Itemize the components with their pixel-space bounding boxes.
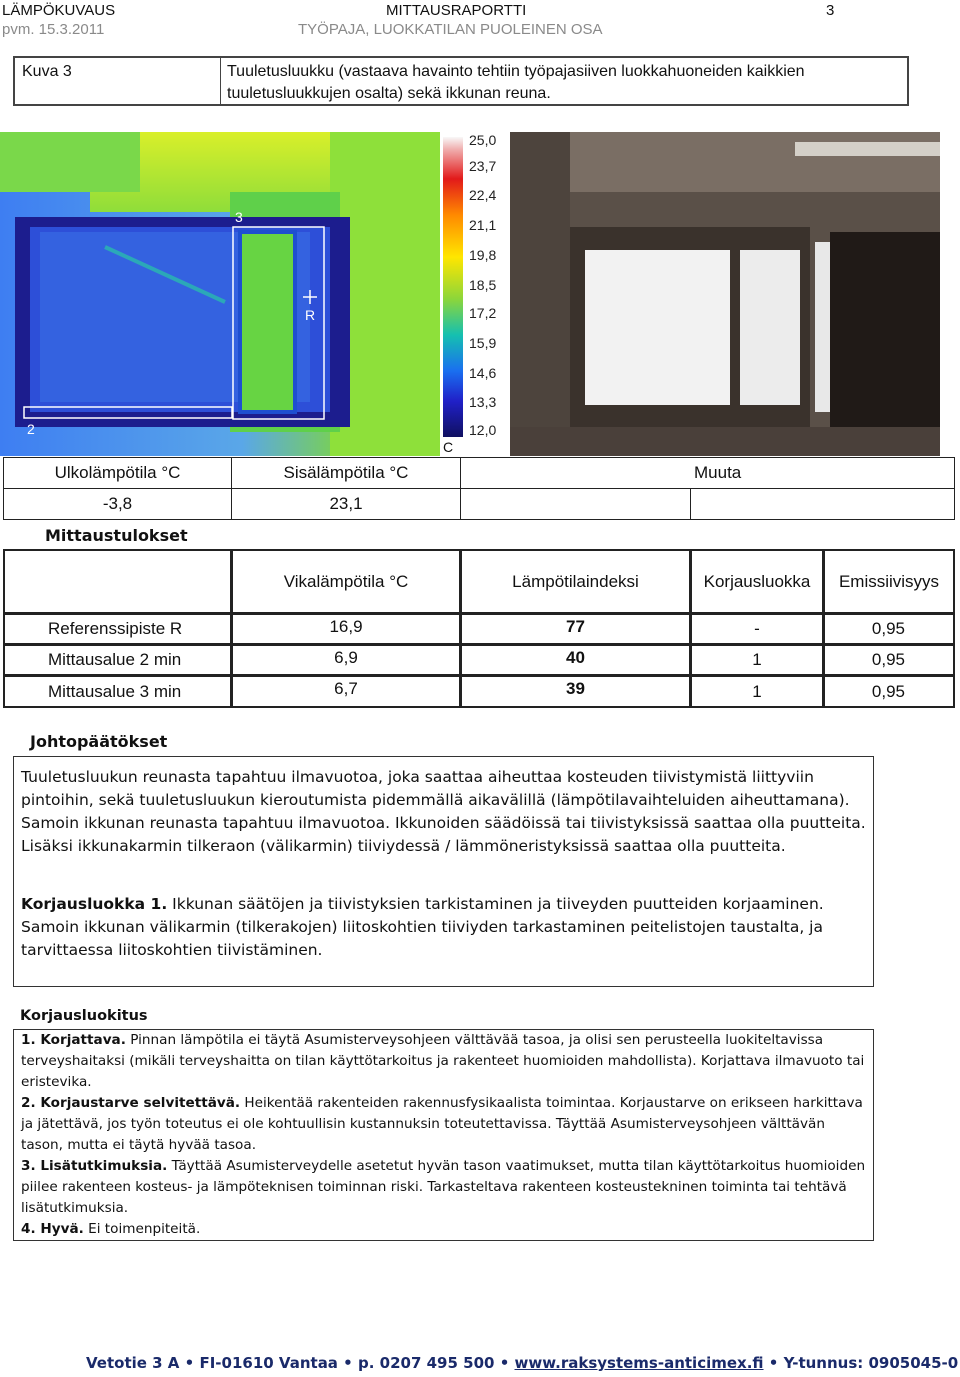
area-2-label: 2 <box>27 421 35 437</box>
scale-label: 18,5 <box>467 277 507 293</box>
conclusions-title: Johtopäätökset <box>30 732 168 751</box>
scale-label: 13,3 <box>467 394 507 410</box>
report-location: TYÖPAJA, LUOKKATILAN PUOLEINEN OSA <box>298 21 603 38</box>
thermal-image <box>0 132 440 456</box>
row-index: 40 <box>460 644 691 676</box>
caption-label: Kuva 3 <box>22 63 72 80</box>
row-emissivity: 0,95 <box>823 644 955 676</box>
outdoor-temp-value: -3,8 <box>3 488 232 520</box>
other-value <box>460 488 691 520</box>
class-item-4 <box>21 1219 871 1240</box>
row-name: Mittausalue 2 min <box>3 644 232 676</box>
scale-label: 17,2 <box>467 305 507 321</box>
results-title: Mittaustulokset <box>45 526 188 545</box>
scale-label: 19,8 <box>467 247 507 263</box>
scale-label: 12,0 <box>467 422 507 438</box>
row-name: Mittausalue 3 min <box>3 675 232 708</box>
page-number: 3 <box>826 2 835 19</box>
row-temp: 16,9 <box>231 613 461 645</box>
row-temp: 6,9 <box>231 644 461 676</box>
scale-label: 25,0 <box>467 132 507 148</box>
indoor-temp-value: 23,1 <box>231 488 461 520</box>
column-header: Lämpötilaindeksi <box>460 549 691 614</box>
scale-label: 15,9 <box>467 335 507 351</box>
scale-unit: C <box>443 439 454 455</box>
other-label-cell <box>460 457 955 489</box>
conclusions-recommendation <box>21 893 871 962</box>
footer-address: Vetotie 3 A <box>86 1354 180 1372</box>
conclusions-box <box>13 756 874 987</box>
caption-box <box>13 56 909 106</box>
scale-label: 22,4 <box>467 187 507 203</box>
scale-label: 14,6 <box>467 365 507 381</box>
class-item-3-text: Täyttää Asumisterveydelle asetetut hyvän tason vaatimukset, mutta tilan käyttötarkoitus huomioiden piilee rakenteen kosteus- ja lämpöteknisen toiminnan riski. Tarkasteltava rakenteen kosteustekninen toiminta tai tehtävä lisätutkimuksia. <box>21 1158 866 1216</box>
class-item-1-text: Pinnan lämpötila ei täytä Asumisterveysohjeen välttävää tasoa, ja olisi sen perusteella luokiteltavissa terveyshaitaksi (mikäli terveyshaitta on tilan käyttötarkoitus ja rakenteet huomioiden mahdollista). Korjattava ilmavuoto tai eristevika. <box>21 1032 865 1090</box>
report-date: pvm. 15.3.2011 <box>2 21 105 38</box>
row-class: 1 <box>690 644 824 676</box>
class-item-4-title: 4. Hyvä. <box>21 1221 84 1237</box>
scale-bar <box>443 137 463 437</box>
report-type: LÄMPÖKUVAUS <box>2 2 116 19</box>
row-class: 1 <box>690 675 824 708</box>
recommendation-text: Ikkunan säätöjen ja tiivistyksien tarkistaminen ja tiiveyden puutteiden korjaaminen. Samoin ikkunan välikarmin (tilkerakojen) liitoskohtien tiiviyden tarkastaminen peitelistojen taustalta, ja tarvittaessa liitoskohtien tiivistäminen. <box>21 895 824 959</box>
row-temp: 6,7 <box>231 675 461 708</box>
class-item-4-text: Ei toimenpiteitä. <box>83 1221 201 1237</box>
footer-business-id: Y-tunnus: 0905045-0 <box>783 1354 959 1372</box>
results-corner <box>3 549 232 614</box>
report-title: MITTAUSRAPORTTI <box>386 2 527 19</box>
row-emissivity: 0,95 <box>823 613 955 645</box>
other-label: Muuta <box>694 463 742 482</box>
conclusions-text: Tuuletusluukun reunasta tapahtuu ilmavuotoa, joka saattaa aiheuttaa kosteuden tiivistymistä liittyviin pintoihin, sekä tuuletusluukun kieroutumista pidemmällä aikavälillä (lämpötilavaihteluiden aiheuttamana). Samoin ikkunan reunasta tapahtuu ilmavuotoa. Ikkunoiden säädöissä tai tiivistyksissä saattaa olla puutteita. Lisäksi ikkunakarmin tilkeraon (välikarmin) tiiviydessä / lämmöneristyksissä saattaa olla puutteita. <box>21 768 866 855</box>
column-header: Emissiivisyys <box>823 549 955 614</box>
reference-point-label: R <box>305 307 316 323</box>
caption-text: Tuuletusluukku (vastaava havainto tehtiin työpajasiiven luokkahuoneiden kaikkien tuuletusluukkujen osalta) sekä ikkunan reuna. <box>227 63 805 102</box>
row-index: 77 <box>460 613 691 645</box>
class-item-3-title: 3. Lisätutkimuksia. <box>21 1158 168 1174</box>
class-item-3 <box>21 1156 871 1219</box>
row-name: Referenssipiste R <box>3 613 232 645</box>
outdoor-temp-label: Ulkolämpötila °C <box>3 457 232 489</box>
footer-website-link[interactable]: www.raksystems-anticimex.fi <box>514 1354 764 1372</box>
footer-phone: p. 0207 495 500 <box>357 1354 495 1372</box>
row-index: 39 <box>460 675 691 708</box>
class-item-1-title: 1. Korjattava. <box>21 1032 126 1048</box>
class-item-1 <box>21 1030 871 1093</box>
class-item-2-title: 2. Korjaustarve selvitettävä. <box>21 1095 241 1111</box>
scale-label: 21,1 <box>467 217 507 233</box>
indoor-temp-label: Sisälämpötila °C <box>231 457 461 489</box>
class-item-2-text: Heikentää rakenteiden rakennusfysikaalista toimintaa. Korjaustarve on erikseen harkittava ja jätettävä, jos työn toteutus ei ole kohtuullisin kustannuksin toteutettavissa. Täyttää Asumisterveysohjeen välttävän tason, mutta ei täytä hyvää tasoa. <box>21 1095 863 1153</box>
classes-box <box>13 1029 874 1241</box>
row-class: - <box>690 613 824 645</box>
column-header: Korjausluokka <box>690 549 824 614</box>
class-item-2 <box>21 1093 871 1156</box>
other-value-extra <box>690 488 955 520</box>
footer: Vetotie 3 A • FI-01610 Vantaa • p. 0207 495 500 • www.raksystems-anticimex.fi • Y-tunnus: 0905045-0 <box>86 1354 959 1372</box>
footer-city: FI-01610 Vantaa <box>199 1354 338 1372</box>
recommendation-class: Korjausluokka 1. <box>21 895 168 913</box>
column-header: Vikalämpötila °C <box>231 549 461 614</box>
classes-title: Korjausluokitus <box>20 1008 148 1024</box>
visual-photo <box>510 132 940 456</box>
row-emissivity: 0,95 <box>823 675 955 708</box>
area-3-label: 3 <box>235 209 243 225</box>
scale-label: 23,7 <box>467 158 507 174</box>
